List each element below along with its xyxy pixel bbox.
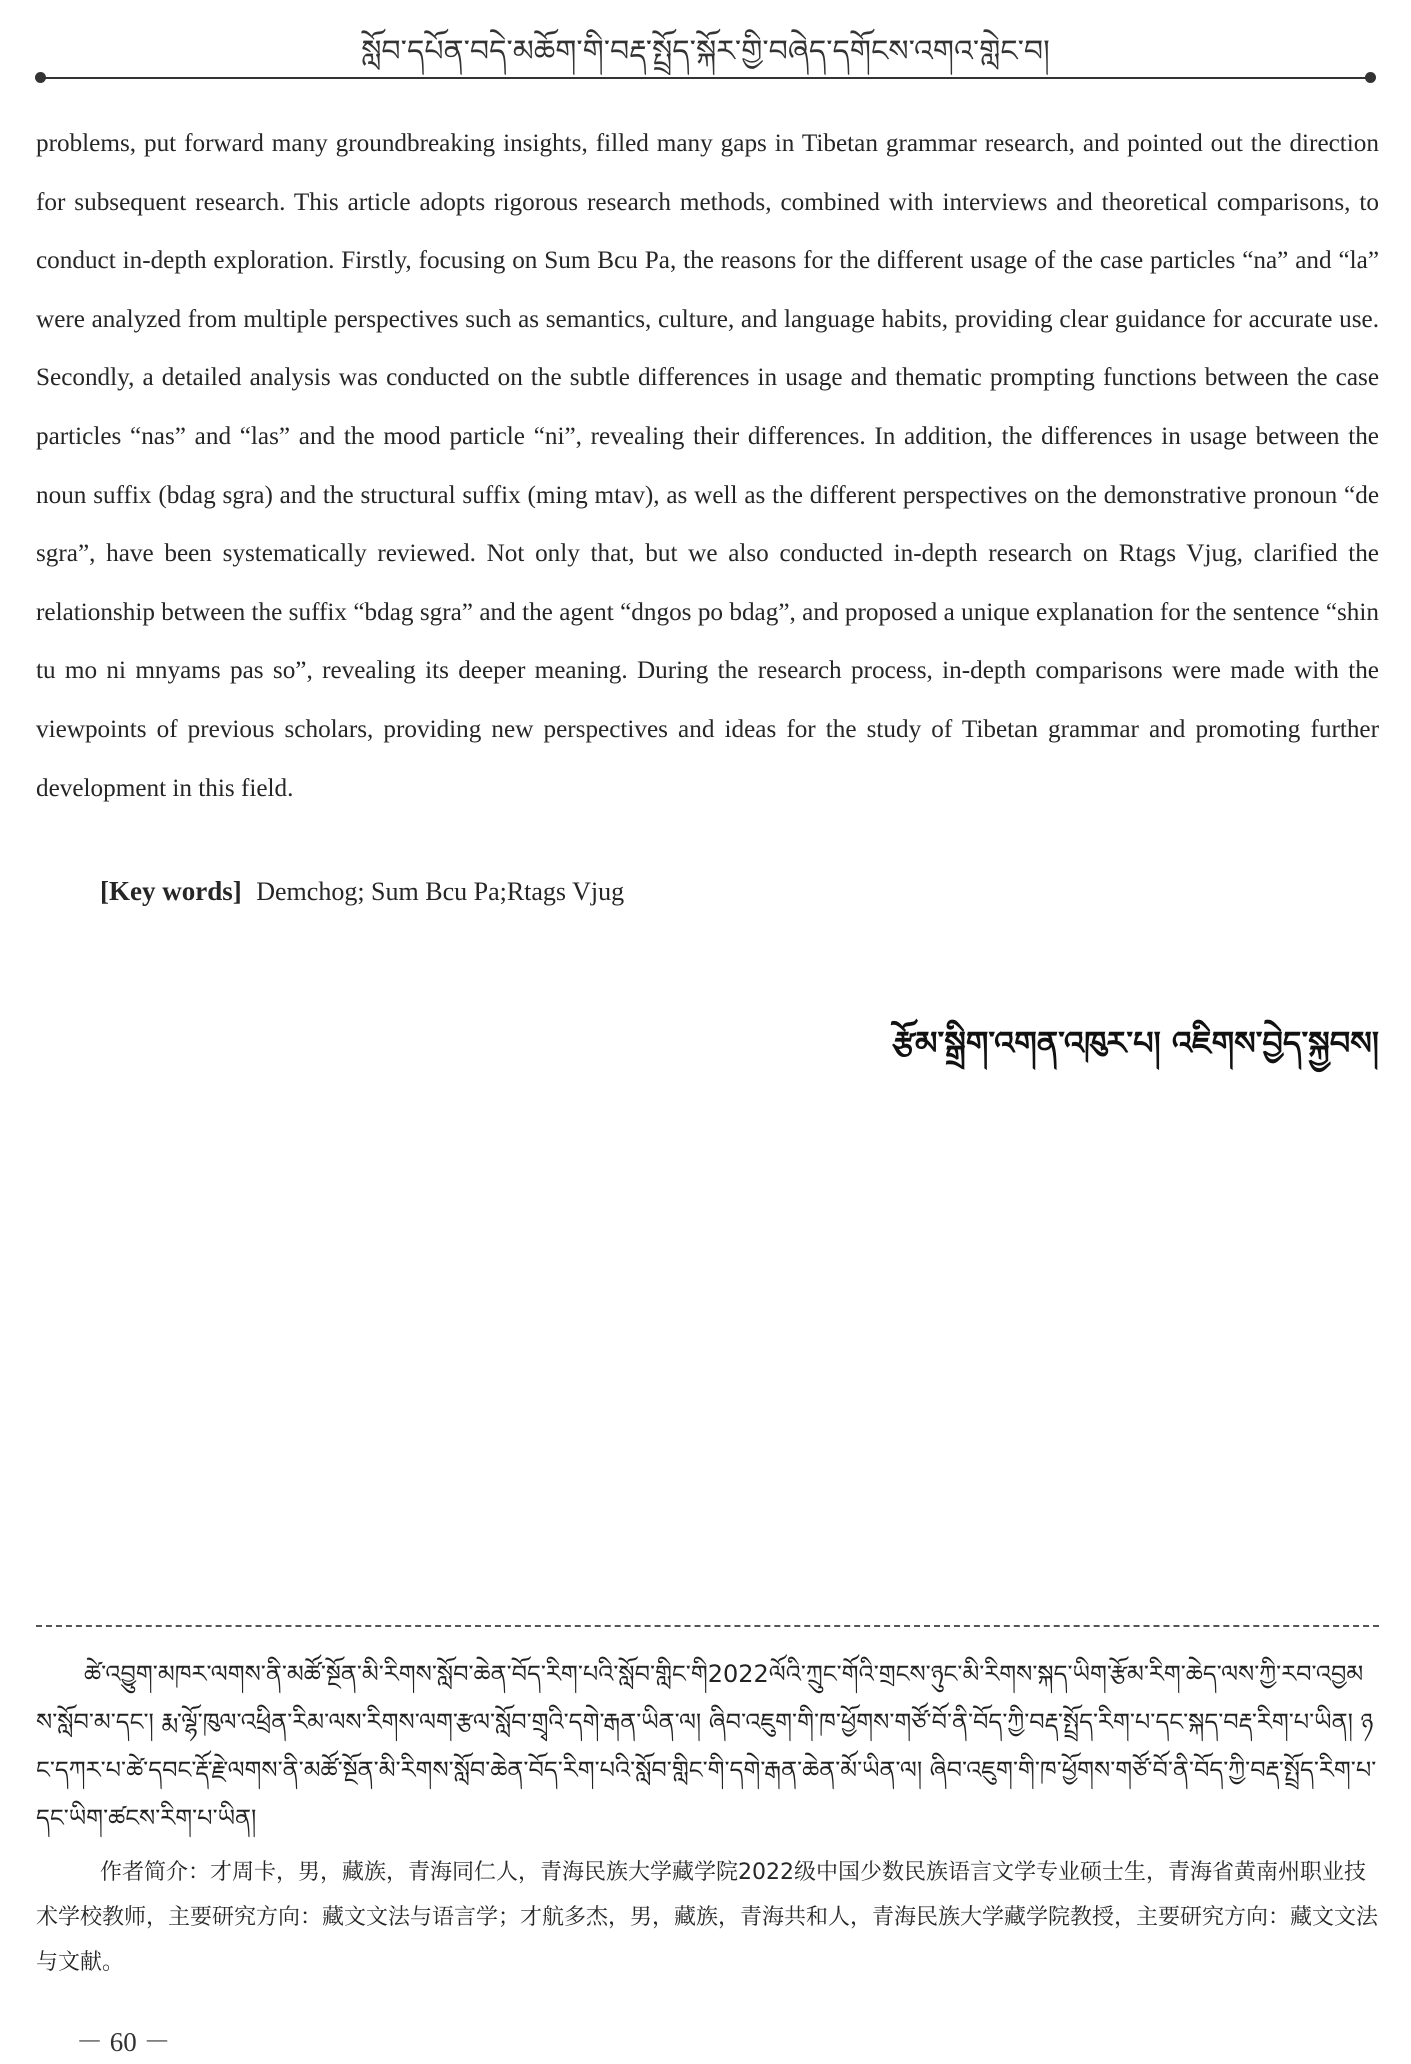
editor-credit-line: རྩོམ་སྒྲིག་འགན་འཁུར་པ། འཇིགས་བྱེད་སྐྱབས། (892, 1024, 1379, 1062)
keywords-label: [Key words] (100, 876, 242, 906)
footnote-dashed-divider (36, 1625, 1379, 1627)
running-header-title: སློབ་དཔོན་བདེ་མཆོག་གི་བརྡ་སྤྲོད་སྐོར་གྱི་བཞེད་དགོངས་འགའ་གླེང་བ། (361, 34, 1050, 69)
footnote-tibetan-author-bio: ཚེ་འབྱུག་མཁར་ལགས་ནི་མཚོ་སྔོན་མི་རིགས་སློབ་ཆེན་བོད་རིག་པའི་སློབ་གླིང་གི2022ལོའི་ཀྲུང་གོའི་གྲངས་ཉུང་མི་རིགས་སྐད་ཡིག་རྩོམ་རིག་ཆེད་ལས་ཀྱི་རབ་འབྱམས་སློབ་མ་དང་། རྨ་ལྷོ་ཁུལ་འཕྲིན་རིམ་ལས་རིགས་ལག་རྩལ་སློབ་གྲྭའི་དགེ་རྒན་ཡིན་ལ། ཞིབ་འཇུག་གི་ཁ་ཕྱོགས་གཙོ་བོ་ནི་བོད་ཀྱི་བརྡ་སྤྲོད་རིག་པ་དང་སྐད་བརྡ་རིག་པ་ཡིན། ཉང་དཀར་པ་ཚེ་དབང་རྡོ་རྗེ་ལགས་ནི་མཚོ་སྔོན་མི་རིགས་སློབ་ཆེན་བོད་རིག་པའི་སློབ་གླིང་གི་དགེ་རྒན་ཆེན་མོ་ཡིན་ལ། ཞིབ་འཇུག་གི་ཁ་ཕྱོགས་གཙོ་བོ་ནི་བོད་ཀྱི་བརྡ་སྤྲོད་རིག་པ་དང་ཡིག་ཚངས་རིག་པ་ཡིན། (36, 1660, 1377, 1832)
english-abstract-paragraph: problems, put forward many groundbreaking insights, filled many gaps in Tibetan grammar research, and pointed out the direction for subsequent research. This article adopts rigorous research methods, combined with interviews and theoretical comparisons, to conduct in-depth exploration. Firstly, focusing on Sum Bcu Pa, the reasons for the different usage of the case particles “na” and “la” were analyzed from multiple perspectives such as semantics, culture, and language habits, providing clear guidance for accurate use. Secondly, a detailed analysis was conducted on the subtle differences in usage and thematic prompting functions between the case particles “nas” and “las” and the mood particle “ni”, revealing their differences. In addition, the differences in usage between the noun suffix (bdag sgra) and the structural suffix (ming mtav), as well as the different perspectives on the demonstrative pronoun “de sgra”, have been systematically reviewed. Not only that, but we also conducted in-depth research on Rtags Vjug, clarified the relationship between the suffix “bdag sgra” and the agent “dngos po bdag”, and proposed a unique explanation for the sentence “shin tu mo ni mnyams pas so”, revealing its deeper meaning. During the research process, in-depth comparisons were made with the viewpoints of previous scholars, providing new perspectives and ideas for the study of Tibetan grammar and promoting further development in this field. (36, 130, 1379, 802)
keywords-text: Demchog; Sum Bcu Pa;Rtags Vjug (256, 877, 625, 906)
header-rule-dot-right (1365, 72, 1376, 83)
header-rule (40, 77, 1371, 79)
page-number: － 60 － (76, 2027, 171, 2057)
keywords-line (100, 876, 624, 907)
footnote-chinese-author-bio: 作者简介：才周卡，男，藏族，青海同仁人，青海民族大学藏学院2022级中国少数民族语言文学专业硕士生，青海省黄南州职业技术学校教师，主要研究方向：藏文文法与语言学；才航多杰，男，藏族，青海共和人，青海民族大学藏学院教授，主要研究方向：藏文文法与文献。 (36, 1860, 1379, 1975)
